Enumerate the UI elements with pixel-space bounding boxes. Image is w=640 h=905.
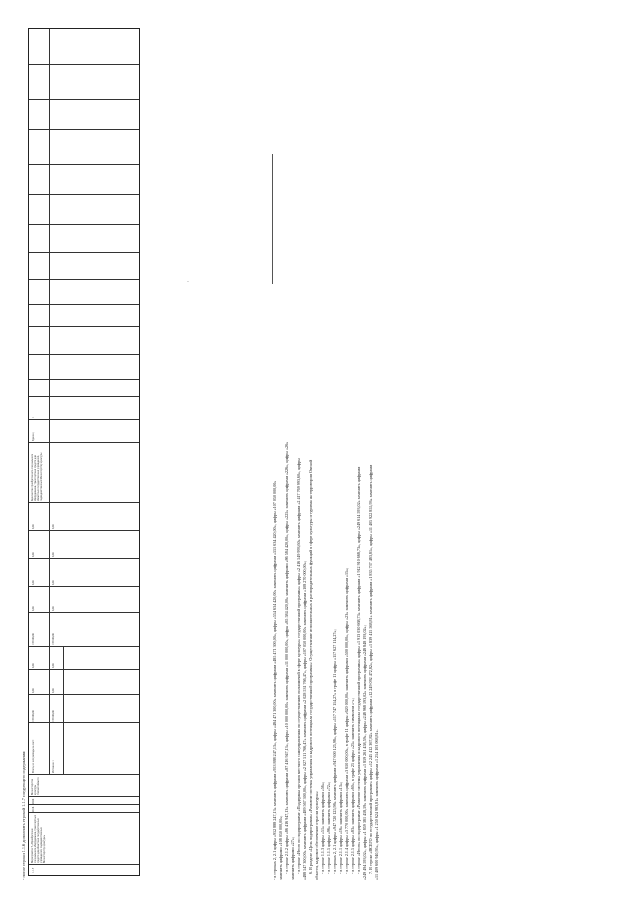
paragraph: 6. В разделе «Цель подпрограммы «Развитие системы управления и кадрового потенциала государственной программы»: Осуществление исполнительных и распорядительных функций в сфере культуры и туризма на территории Омской [308, 459, 313, 874]
table-total: 135 000,00 [32, 710, 35, 722]
table-source-total: Всего, из них расходы за счет: [32, 739, 35, 773]
paragraph: - в строке 2.1.2 цифры «86 416 947,13» заменить цифрами «87 416 947,13», цифры «10 000 000,00» заменить цифрами «11 000 000,00», цифры «85 584 420,00» заменить цифрами «86 584 420,00», цифры «225» заменить цифрами «226», цифры «26» [284, 441, 289, 874]
table-2020: 0,00 [32, 524, 35, 529]
table-2020-source-1: 0,00 [52, 524, 55, 529]
paragraph: - в строках 2, 2.1 цифры «947 720 125,98» заменить цифрами «947 600 125,98», цифры «117 747 114,27» в графе 11 цифры «117 627 114,27»; [332, 629, 337, 874]
table-value: 1 [32, 416, 35, 418]
table-2014: 0,00 [32, 688, 35, 693]
paragraph: - в строке 2.1.1 цифры «16» заменить цифрами «13»; [338, 781, 343, 874]
table-2015-source-1: 0,00 [52, 663, 55, 668]
paragraph: области, кадровое обеспечение отрасли культуры»: [314, 790, 319, 880]
paragraph: «488 547 300,00» заменить цифрами «489 567 300,00», цифры «2 027 511 766,47» заменить цифрами «2 028 531 766,47», цифры «107 050 000,00» заменить цифрами «108 270 000,00»; [302, 561, 307, 880]
rotated-content [20, 22, 379, 882]
table-indicator: Количество приобретенного специального оборудования, транспортных средств для областных государственных учреждений, подведомственных Министерству культуры [31, 452, 44, 501]
table-measure-name: Мероприятие 7 «Приобретение специального оборудования, транспортных средств для областных государственных учреждений, подведомственных Министерству культуры» [31, 815, 47, 863]
stray-mark: ' [188, 281, 193, 282]
table-period-from: 2016 [32, 806, 35, 812]
paragraph: - в строке 2.1.5 цифры «83» заменить цифрами «60», в графе 25 цифры «25» заменить символом «-»; [350, 698, 355, 874]
paragraph: - в строке 1.1.5 цифры «96» заменить цифрами «72»; [326, 781, 331, 874]
paragraph: заменить цифрами «108 050 000,00»; [278, 815, 283, 880]
table-row-number: 1.1.7 [32, 867, 35, 873]
paragraph: «11 409 600 940,95», цифры «1 250 624 983,81» заменить цифрами «1 254 103 068,81». [374, 729, 379, 880]
table-2014-source-1: 0,00 [52, 688, 55, 693]
table-period-to: 2020 [32, 798, 35, 804]
table-2018: 0,00 [32, 580, 35, 585]
paragraph: «249 494 593,02», цифры «1 859 381 458,59» заменить цифрами «1 859 261 458,59», цифры «248 968 193,02» заменить цифрами «248 848 193,02»; [362, 625, 367, 880]
paragraph: - в строках 2, 2.1 цифры «952 888 247,13» заменить цифрами «953 888 247,13», цифры «484 471 300,00» заменить цифрами «485 471 300,00», цифры «554 634 420,00» заменить цифрами «555 634 420,00», цифры «107 050 000,00» [272, 480, 277, 880]
table-unit: Единиц [32, 432, 35, 441]
paragraph: - в строке 2.1.4 цифры «3 770 000,00» заменить цифрами «3 650 000,00», в графе 11 цифры «620 000,00» заменить цифрами «500 000,00», цифры «23» заменить цифрами «15»; [344, 567, 349, 874]
paragraph: - в строке «Итого по подпрограмме «Поддержка органов местного самоуправления по осуществлению полномочий в сфере культуры» государственной программы» цифры «2 416 549 993,60» заменить цифрами «2 417 769 993,60», цифры [296, 458, 301, 874]
table-executor: Министерство культуры Омской области [31, 777, 41, 795]
table-2015: 0,00 [32, 663, 35, 668]
table-source-1: Источник 1 [52, 760, 55, 773]
table-2019: 0,00 [32, 552, 35, 557]
paragraph: - в строке 1.1.3 цифры «51» заменить цифрами «56»; [320, 781, 325, 874]
paragraph: заменить цифрами «27»; [290, 837, 295, 880]
table-total-source-1: 135 000,00 [52, 710, 55, 722]
table-2018-source-1: 0,00 [52, 580, 55, 585]
paragraph: - в строке «Итого» по подпрограмме «Развитие системы управления и кадрового потенциала государственной программы» цифры «1 913 030 668,73» заменить цифрами «1 912 910 668,73», цифры «249 614 593,02» заменить цифрами [356, 466, 361, 874]
table-2017: 0,00 [32, 606, 35, 611]
table-2016: 135 000,00 [32, 633, 35, 645]
paragraph: 7. В строке «ВСЕГО по государственной программе» цифры «12 245 412 367,82» заменить цифрами «12 249 092 472,82», цифры «1 839 415 568,81» заменить цифрами «1 835 737 483,81», цифры «11 405 922 855,93» заменить цифрами [368, 464, 373, 874]
table-2019-source-1: 0,00 [52, 552, 55, 557]
table-2017-source-1: 0,00 [52, 606, 55, 611]
intro-line: - после строки 1.1.6 дополнить строкой 1.1.7 следующего содержания: [21, 750, 26, 880]
table-2016-source-1: 135 000,00 [52, 633, 55, 645]
amendment-table [28, 28, 140, 876]
